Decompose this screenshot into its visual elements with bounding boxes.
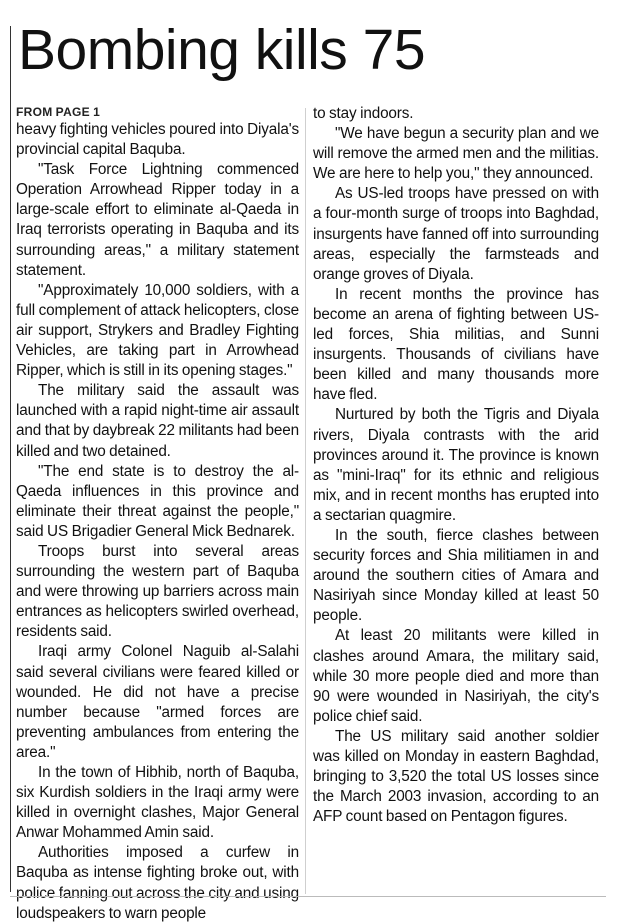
article-paragraph: In the south, fierce clashes between security forces and Shia militiamen in and around the southern cities of Amara and Nasiriyah since Monday killed at least 50 people.	[313, 526, 599, 625]
article-paragraph: The military said the assault was launched with a rapid night-time air assault and that by daybreak 22 militants had been killed and two detained.	[16, 382, 299, 460]
article-paragraph: "Task Force Lightning commenced Operation Arrowhead Ripper today in a large-scale effort to eliminate al-Qaeda in Iraq terrorists operating in Baquba and its surrounding areas," a military statement statement.	[16, 161, 299, 279]
page-bottom-rule	[10, 896, 606, 897]
article-paragraph: Nurtured by both the Tigris and Diyala rivers, Diyala contrasts with the arid provinces around it. The province is known as "mini-Iraq" for its ethnic and religious mix, and in recent months has erupted into a sectarian quagmire.	[313, 406, 599, 524]
article-paragraph: to stay indoors.	[313, 105, 414, 122]
article-paragraph: As US-led troops have pressed on with a four-month surge of troops into Baghdad, insurgents have fanned off into surrounding areas, especially the farmsteads and orange groves of Diyala.	[313, 185, 599, 283]
article-column-left	[16, 104, 299, 924]
article-paragraph: "Approximately 10,000 soldiers, with a full complement of attack helicopters, close air support, Strykers and Bradley Fighting Vehicles, are taking part in Arrowhead Ripper, which is still in its opening stages."	[16, 281, 299, 380]
headline: Bombing kills 75	[18, 18, 426, 82]
article-paragraph: The US military said another soldier was killed on Monday in eastern Baghdad, bringing to 3,520 the total US losses since the March 2003 invasion, according to an AFP count based on Pentagon figures.	[313, 727, 599, 826]
article-column-right	[313, 104, 599, 827]
article-paragraph: "The end state is to destroy the al-Qaeda influences in this province and eliminate their threat against the people," said US Brigadier General Mick Bednarek.	[16, 462, 299, 540]
continuation-label: FROM PAGE 1	[16, 105, 101, 119]
article-paragraph: "We have begun a security plan and we will remove the armed men and the militias. We are here to help you," they announced.	[313, 125, 599, 183]
article-paragraph: Troops burst into several areas surrounding the western part of Baquba and were throwing up barriers across main entrances as helicopters swirled overhead, residents said.	[16, 542, 299, 641]
article-paragraph: Authorities imposed a curfew in Baquba as intense fighting broke out, with police fanning out across the city and using loudspeakers to warn people	[16, 844, 299, 922]
article-paragraph: In the town of Hibhib, north of Baquba, six Kurdish soldiers in the Iraqi army were killed in overnight clashes, Major General Anwar Mohammed Amin said.	[16, 764, 299, 842]
article-paragraph: At least 20 militants were killed in clashes around Amara, the military said, while 30 more people died and more than 90 were wounded in Nasiriyah, the city's police chief said.	[313, 627, 599, 725]
page-left-rule	[10, 26, 11, 892]
column-divider	[305, 108, 306, 894]
article-paragraph: heavy fighting vehicles poured into Diyala's provincial capital Baquba.	[16, 121, 299, 159]
article-paragraph: In recent months the province has become an arena of fighting between US-led forces, Shia militias, and Sunni insurgents. Thousands of civilians have been killed and many thousands more have fled.	[313, 285, 599, 404]
article-paragraph: Iraqi army Colonel Naguib al-Salahi said several civilians were feared killed or wounded. He did not have a precise number because "armed forces are preventing ambulances from entering the area."	[16, 643, 299, 761]
